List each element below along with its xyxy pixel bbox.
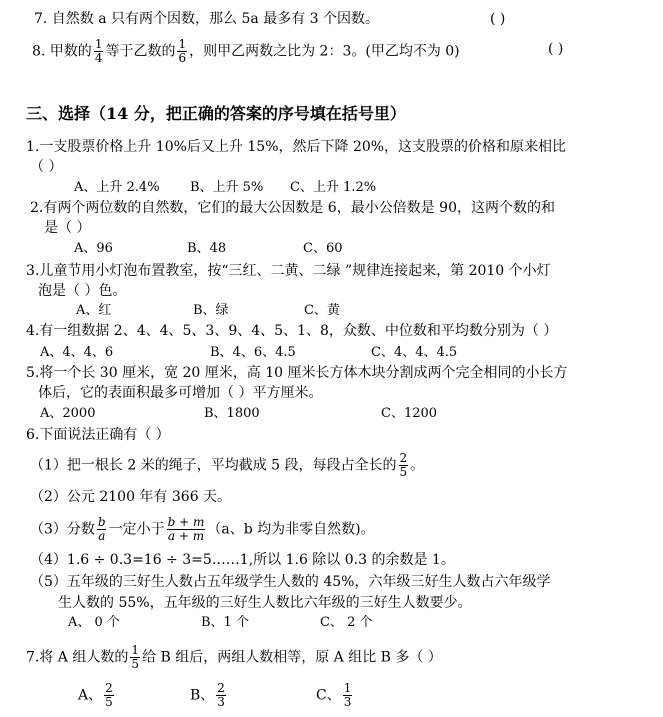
- q6-statement-3: （3）分数 $\frac{b}{a}$ 一定小于 $\frac{b + m}{a + m}$ （a、b 均为非零自然数)。: [30, 515, 375, 543]
- fraction: $\frac{b + m}{a + m}$: [167, 515, 205, 543]
- q7-option-c[interactable]: C、 $\frac{1}{3}$: [316, 681, 352, 709]
- q1-option-b[interactable]: B、上升 5%: [190, 180, 264, 195]
- q6-statement-2: （2）公元 2100 年有 366 天。: [30, 489, 232, 505]
- q1-answer-paren[interactable]: （ ）: [30, 159, 63, 175]
- fraction: $\frac{1}{4}$: [94, 37, 103, 65]
- q7-line1: 7.将 A 组人数的 $\frac{1}{5}$ 给 B 组后，两组人数相等，原 A 组比 B 多（ ）: [26, 643, 442, 671]
- q5-line1: 5.将一个长 30 厘米，宽 20 厘米，高 10 厘米长方体木块分割成两个完全相同的小长方: [26, 365, 568, 381]
- judge-q7: 7. 自然数 a 只有两个因数，那么 5a 最多有 3 个因数。: [34, 11, 380, 27]
- q4-option-b[interactable]: B、4、6、4.5: [210, 345, 296, 360]
- q4-line1: 4.有一组数据 2、4、4、5、3、9、4、5、1、8，众数、中位数和平均数分别为（ ）: [26, 323, 558, 339]
- q4-option-a[interactable]: A、4、4、6: [40, 345, 114, 360]
- fraction: $\frac{1}{5}$: [131, 643, 140, 671]
- q6-option-a[interactable]: A、 0 个: [68, 615, 120, 630]
- q1-option-a[interactable]: A、上升 2.4%: [74, 180, 160, 195]
- fraction: $\frac{1}{3}$: [343, 681, 352, 709]
- q3-answer-paren[interactable]: 泡是（ ）色。: [38, 283, 127, 299]
- q5-option-c[interactable]: C、1200: [381, 406, 438, 421]
- q7-option-a[interactable]: A、 $\frac{2}{5}$: [78, 681, 113, 709]
- q6-statement-1: （1）把一根长 2 米的绳子，平均截成 5 段，每段占全长的 $\frac{2}{5}$ 。: [30, 451, 425, 479]
- fraction: $\frac{2}{5}$: [105, 681, 113, 709]
- judge-q7-paren[interactable]: ( ): [490, 11, 506, 27]
- judge-q8-paren[interactable]: ( ): [548, 41, 564, 57]
- q2-option-a[interactable]: A、96: [74, 241, 113, 256]
- q7-option-b[interactable]: B、 $\frac{2}{3}$: [190, 681, 225, 709]
- fraction: $\frac{1}{6}$: [178, 37, 187, 65]
- q3-option-a[interactable]: A、红: [76, 303, 112, 318]
- q5-option-a[interactable]: A、2000: [40, 406, 96, 421]
- q5-option-b[interactable]: B、1800: [204, 406, 260, 421]
- q6-option-b[interactable]: B、1 个: [201, 615, 249, 630]
- q2-option-b[interactable]: B、48: [187, 241, 227, 256]
- q2-option-c[interactable]: C、60: [303, 241, 343, 256]
- q2-answer-paren[interactable]: 是（ ）: [44, 220, 91, 236]
- fraction: $\frac{2}{3}$: [217, 681, 225, 709]
- section-title: 三、选择（14 分，把正确的答案的序号填在括号里）: [26, 104, 406, 123]
- q3-option-c[interactable]: C、黄: [304, 303, 340, 318]
- q4-option-c[interactable]: C、4、4、4.5: [371, 345, 458, 360]
- fraction: $\frac{2}{5}$: [399, 451, 408, 479]
- q6-option-c[interactable]: C、 2 个: [320, 615, 373, 630]
- q6-statement-4: （4）1.6 ÷ 0.3=16 ÷ 3=5……1,所以 1.6 除以 0.3 的余数是 1。: [30, 552, 455, 568]
- q6-statement-5-line1: （5）五年级的三好生人数占五年级学生人数的 45%，六年级三好生人数占六年级学: [30, 574, 551, 590]
- judge-q8: 8. 甲数的 $\frac{1}{4}$ 等于乙数的 $\frac{1}{6}$ ，则甲乙两数之比为 2：3。(甲乙均不为 0): [32, 37, 460, 65]
- fraction: $\frac{b}{a}$: [97, 515, 106, 543]
- q1-option-c[interactable]: C、上升 1.2%: [290, 180, 377, 195]
- q1-line1: 1.一支股票价格上升 10%后又上升 15%，然后下降 20%，这支股票的价格和原来相比: [26, 139, 567, 155]
- q6-statement-5-line2: 生人数的 55%，五年级的三好生人数比六年级的三好生人数要少。: [58, 595, 472, 611]
- q3-line1: 3.儿童节用小灯泡布置教室，按“三红、二黄、二绿 ”规律连接起来，第 2010 个小灯: [26, 263, 551, 279]
- q6-line1[interactable]: 6.下面说法正确有（ ）: [26, 427, 170, 443]
- q2-line1: 2.有两个两位数的自然数，它们的最大公因数是 6，最小公倍数是 90，这两个数的和: [30, 200, 555, 216]
- q5-line2[interactable]: 体后，它的表面积最多可增加（ ）平方厘米。: [38, 385, 323, 401]
- q3-option-b[interactable]: B、绿: [193, 303, 229, 318]
